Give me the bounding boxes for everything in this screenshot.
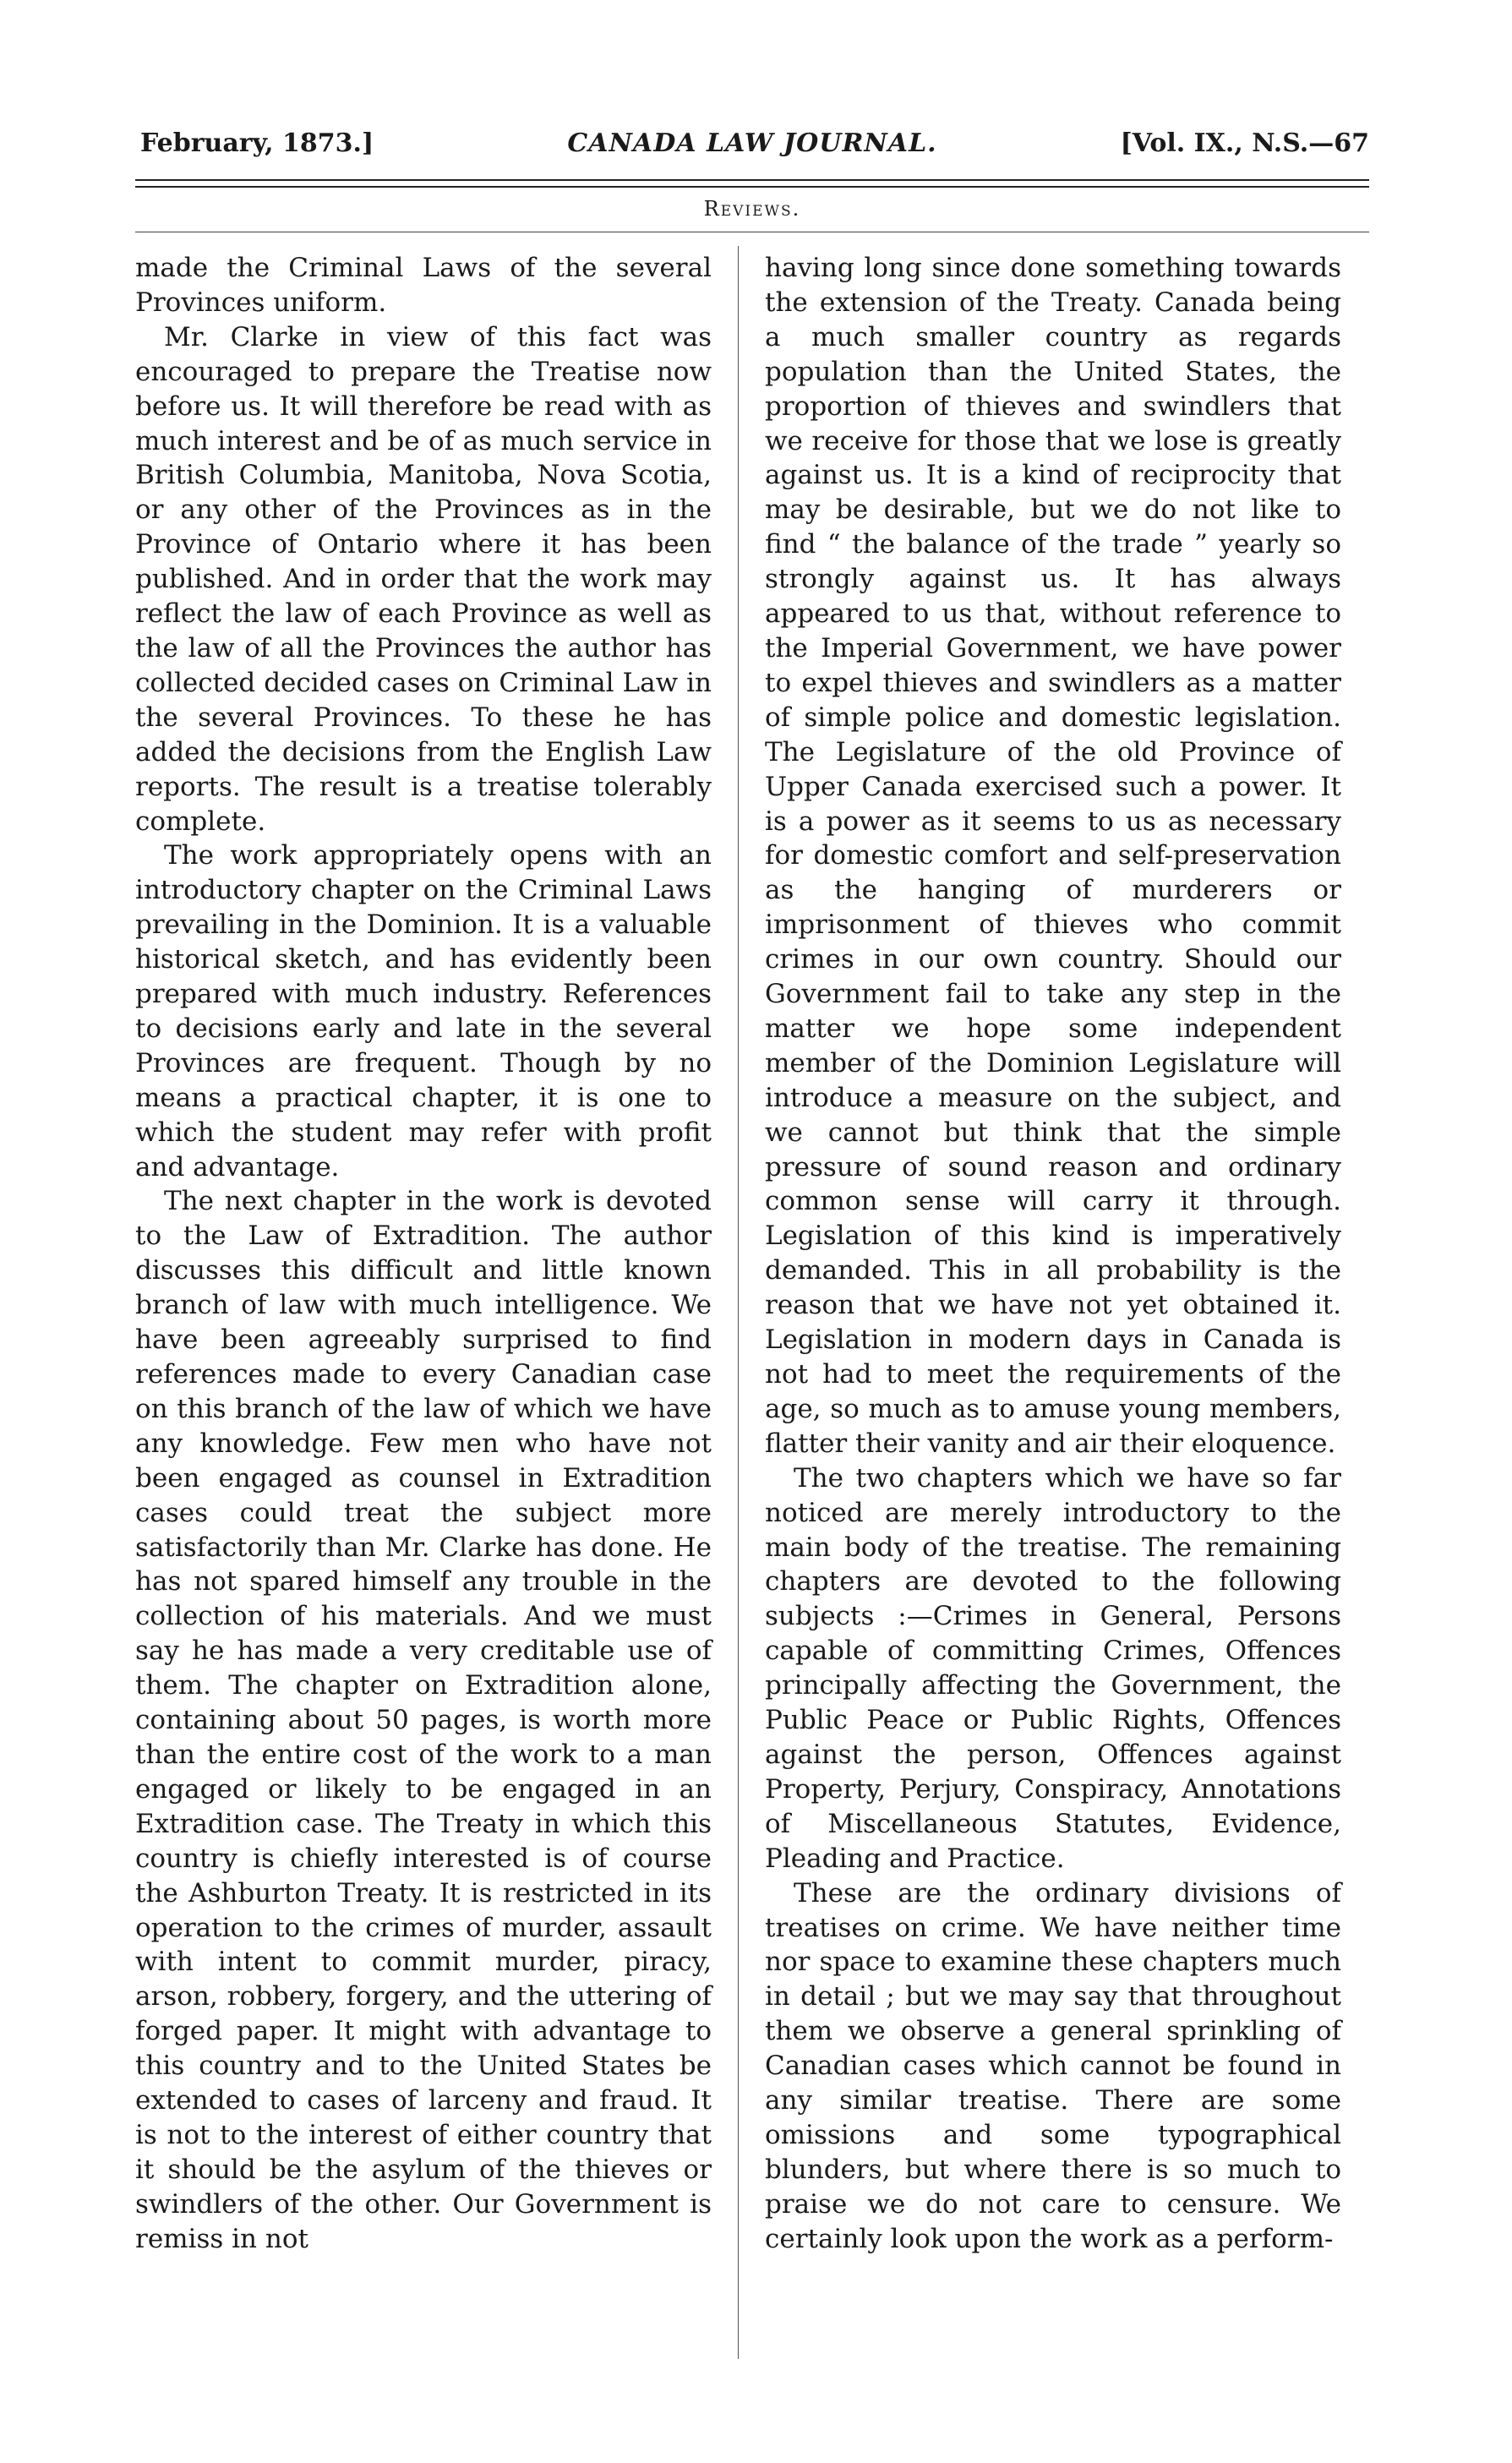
paragraph: made the Criminal Laws of the several Provinces uniform. [135,253,712,318]
header-double-rule [135,179,1369,188]
header-date: February, 1873.] [140,128,374,158]
paragraph: The next chapter in the work is devoted to the Law of Extradition. The author discusses this difficult and little known branch of law with much intelligence. We have been agreeably surprised to find references made to every Canadian case on this branch of the law of which we have any knowledge. Few men who have not been engaged as counsel in Extradition cases could treat the subject more satisfactorily than Mr. Clarke has done. He has not spared himself any trouble in the collection of his materials. And we must say he has made a very creditable use of them. The chapter on Extradition alone, containing about 50 pages, is worth more than the entire cost of the work to a man engaged or likely to be engaged in an Extradition case. The Treaty in which this country is chiefly interested is of course the Ashburton Treaty. It is restricted in its operation to the crimes of murder, assault with intent to commit murder, piracy, arson, robbery, forgery, and the uttering of forged paper. It might with advantage to this country and to the United States be extended to cases of larceny and fraud. It is not to the interest of either country that it should be the asylum of the thieves or swindlers of the other. Our Government is remiss in not [135,1186,712,2254]
running-header [135,118,1369,169]
paragraph: having long since done something towards the extension of the Treaty. Canada being a much smaller country as regards population than the United States, the proportion of thieves and swindlers that we receive for those that we lose is greatly against us. It is a kind of reciprocity that may be desirable, but we do not like to find “ the balance of the trade ” yearly so strongly against us. It has always appeared to us that, without reference to the Imperial Government, we have power to expel thieves and swindlers as a matter of simple police and domestic legislation. The Legislature of the old Province of Upper Canada exercised such a power. It is a power as it seems to us as necessary for domestic comfort and self-preservation as the hanging of murderers or imprisonment of thieves who commit crimes in our own country. Should our Government fail to take any step in the matter we hope some independent member of the Dominion Legislature will introduce a measure on the subject, and we cannot but think that the simple pressure of sound reason and ordinary common sense will carry it through. Legislation of this kind is imperatively demanded. This in all probability is the reason that we have not yet obtained it. Legislation in modern days in Canada is not had to meet the requirements of the age, so much as to amuse young members, flatter their vanity and air their eloquence. [765,253,1341,1459]
paragraph: Mr. Clarke in view of this fact was encouraged to prepare the Treatise now before us. It will therefore be read with as much interest and be of as much service in British Columbia, Manitoba, Nova Scotia, or any other of the Provinces as in the Province of Ontario where it has been published. And in order that the work may reflect the law of each Province as well as the law of all the Provinces the author has collected decided cases on Criminal Law in the several Provinces. To these he has added the decisions from the English Law reports. The result is a treatise tolerably complete. [135,321,712,837]
section-title: Reviews. [703,197,801,221]
column-divider [738,246,739,2359]
paragraph: The work appropriately opens with an introductory chapter on the Criminal Laws prevailing in the Dominion. It is a valuable historical sketch, and has evidently been prepared with much industry. References to decisions early and late in the several Provinces are frequent. Though by no means a practical chapter, it is one to which the student may refer with profit and advantage. [135,840,712,1182]
header-volume: [Vol. IX., N.S.—67 [1120,128,1369,158]
right-column [765,251,1341,2257]
header-journal-title: CANADA LAW JOURNAL. [567,128,937,158]
text-columns [135,251,1369,2381]
paragraph: These are the ordinary divisions of treatises on crime. We have neither time nor space to examine these chapters much in detail ; but we may say that throughout them we observe a general sprinkling of Canadian cases which cannot be found in any similar treatise. There are some omissions and some typographical blunders, but where there is so much to praise we do not care to censure. We certainly look upon the work as a perform- [765,1877,1341,2254]
left-column [135,251,712,2257]
journal-page [135,118,1369,2381]
paragraph: The two chapters which we have so far noticed are merely introductory to the main body of the treatise. The remaining chapters are devoted to the following subjects :—Crimes in General, Persons capable of committing Crimes, Offences principally affecting the Government, the Public Peace or Public Rights, Offences against the person, Offences against Property, Perjury, Conspiracy, Annotations of Miscellaneous Statutes, Evidence, Pleading and Practice. [765,1462,1341,1874]
